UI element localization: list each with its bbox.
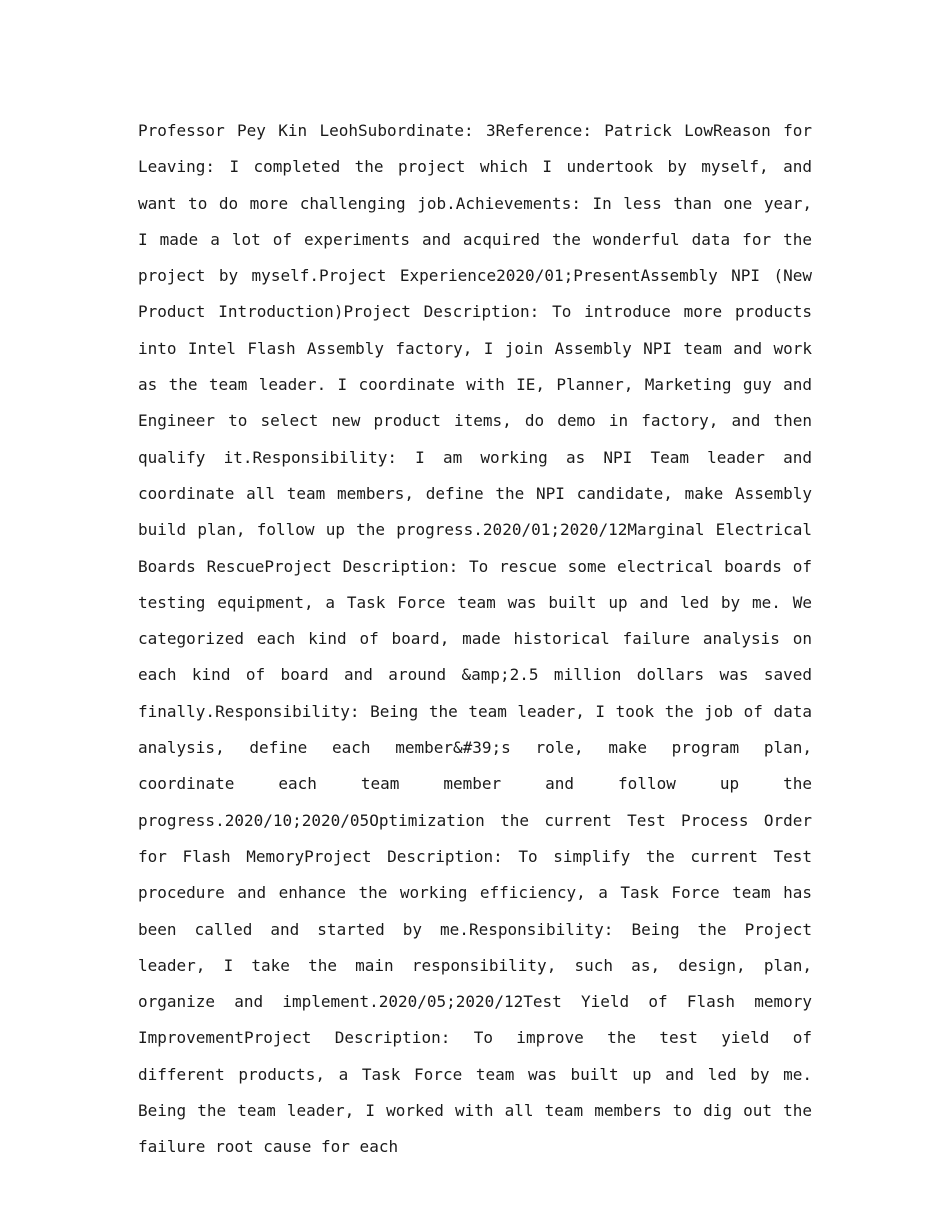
body-paragraph: Professor Pey Kin LeohSubordinate: 3Reference: Patrick LowReason for Leaving: I completed the project which I undertook by myself, and want to do more challenging job.Achievements: In less than one year, I made a lot of experiments and acquired the wonderful data for the project by myself.Project Experience2020/01;PresentAssembly NPI (New Product Introduction)Project Description: To introduce more products into Intel Flash Assembly factory, I join Assembly NPI team and work as the team leader. I coordinate with IE, Planner, Marketing guy and Engineer to select new product items, do demo in factory, and then qualify it.Responsibility: I am working as NPI Team leader and coordinate all team members, define the NPI candidate, make Assembly build plan, follow up the progress.2020/01;2020/12Marginal Electrical Boards RescueProject Description: To rescue some electrical boards of testing equipment, a Task Force team was built up and led by me. We categorized each kind of board, made historical failure analysis on each kind of board and around &amp;2.5 million dollars was saved finally.Responsibility: Being the team leader, I took the job of data analysis, define each member&#39;s role, make program plan, coordinate each team member and follow up the progress.2020/10;2020/05Optimization the current Test Process Order for Flash MemoryProject Description: To simplify the current Test procedure and enhance the working efficiency, a Task Force team has been called and started by me.Responsibility: Being the Project leader, I take the main responsibility, such as, design, plan, organize and implement.2020/05;2020/12Test Yield of Flash memory ImprovementProject Description: To improve the test yield of different products, a Task Force team was built up and led by me. Being the team leader, I worked with all team members to dig out the failure root cause for each: [138, 121, 812, 1157]
